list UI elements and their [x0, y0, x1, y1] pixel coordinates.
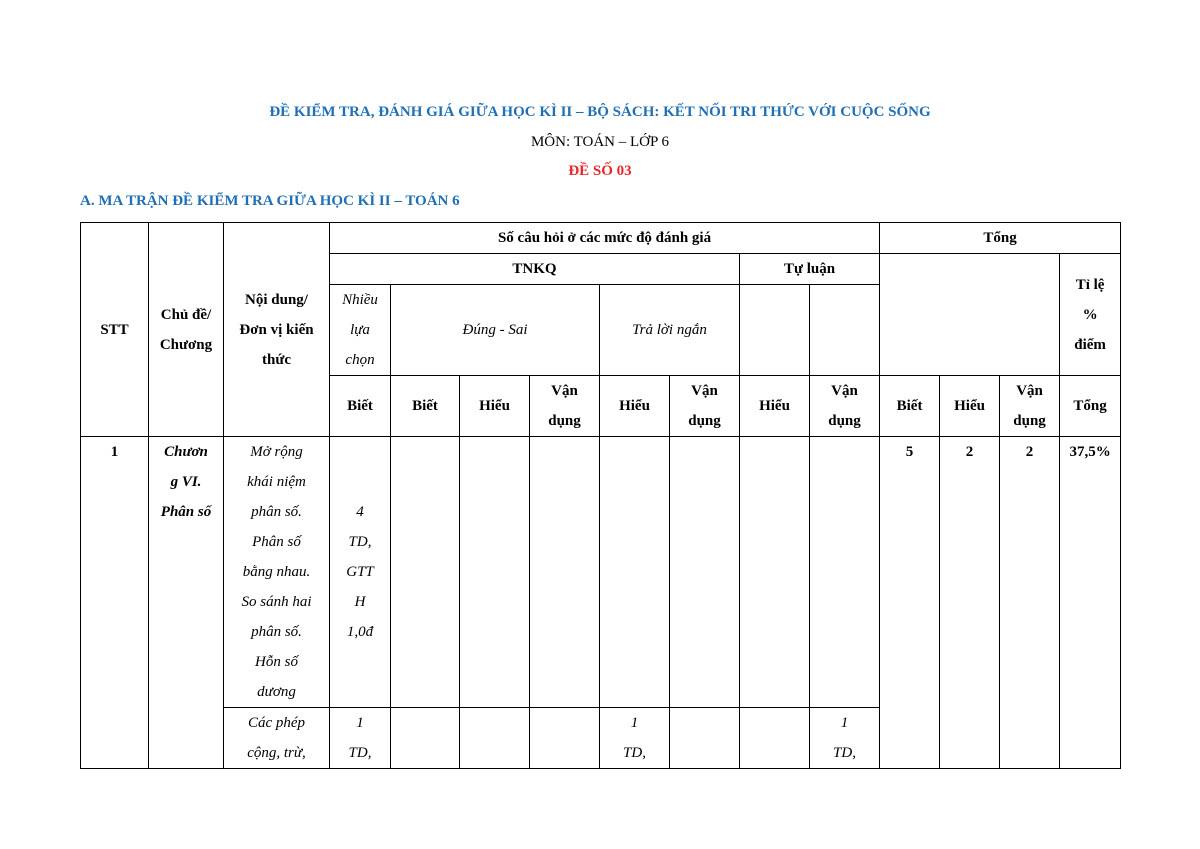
document-title: ĐỀ KIỂM TRA, ĐÁNH GIÁ GIỮA HỌC KÌ II – BỘ SÁCH: KẾT NỐI TRI THỨC VỚI CUỘC SỐNG: [269, 104, 931, 120]
level-header: Vận dụng: [670, 376, 740, 437]
row-chapter: Chươn g VI. Phân số: [149, 437, 224, 769]
row-stt: 1: [81, 437, 149, 769]
table-cell: [460, 437, 530, 708]
cell-multiple-choice-1: 4 TD, GTT H 1,0đ: [330, 437, 391, 708]
cell-short-answer-hieu: 1 TD,: [600, 708, 670, 769]
header-multiple-choice: Nhiều lựa chọn: [330, 285, 391, 376]
table-cell: [740, 708, 810, 769]
table-cell: [670, 708, 740, 769]
cell-multiple-choice-2: 1 TD,: [330, 708, 391, 769]
header-total-blank: [880, 254, 1060, 376]
header-essay: Tự luận: [740, 254, 880, 285]
level-header: Biết: [880, 376, 940, 437]
total-ratio: 37,5%: [1060, 437, 1121, 769]
table-cell: [740, 437, 810, 708]
exam-number: ĐỀ SỐ 03: [568, 163, 632, 179]
table-cell: [460, 708, 530, 769]
header-content: Nội dung/ Đơn vị kiến thức: [224, 223, 330, 437]
level-header: Biết: [391, 376, 460, 437]
level-header: Hiểu: [940, 376, 1000, 437]
header-questions-by-level: Số câu hỏi ở các mức độ đánh giá: [330, 223, 880, 254]
row-content-2: Các phép cộng, trừ,: [224, 708, 330, 769]
table-cell: [670, 437, 740, 708]
level-header: Vận dụng: [530, 376, 600, 437]
cell-essay-van-dung: 1 TD,: [810, 708, 880, 769]
header-short-answer: Trả lời ngắn: [600, 285, 740, 376]
level-header: Tổng: [1060, 376, 1121, 437]
header-true-false: Đúng - Sai: [391, 285, 600, 376]
table-cell: [530, 437, 600, 708]
header-chapter: Chủ đề/ Chương: [149, 223, 224, 437]
total-van-dung: 2: [1000, 437, 1060, 769]
level-header: Biết: [330, 376, 391, 437]
header-stt: STT: [81, 223, 149, 437]
section-heading: A. MA TRẬN ĐỀ KIỂM TRA GIỮA HỌC KÌ II – TOÁN 6: [80, 193, 460, 209]
header-essay-blank-1: [740, 285, 810, 376]
assessment-matrix-table: [80, 222, 1121, 769]
table-cell: [810, 437, 880, 708]
level-header: Hiểu: [460, 376, 530, 437]
total-biet: 5: [880, 437, 940, 769]
row-content-1: Mở rộng khái niệm phân số. Phân số bằng nhau. So sánh hai phân số. Hỗn số dương: [224, 437, 330, 708]
table-cell: [530, 708, 600, 769]
table-cell: [391, 708, 460, 769]
header-total: Tổng: [880, 223, 1121, 254]
level-header: Vận dụng: [810, 376, 880, 437]
table-cell: [391, 437, 460, 708]
table-cell: [600, 437, 670, 708]
level-header: Hiểu: [740, 376, 810, 437]
level-header: Vận dụng: [1000, 376, 1060, 437]
header-essay-blank-2: [810, 285, 880, 376]
header-ratio: Tỉ lệ % điểm: [1060, 254, 1121, 376]
level-header: Hiểu: [600, 376, 670, 437]
header-tnkq: TNKQ: [330, 254, 740, 285]
subject-line: MÔN: TOÁN – LỚP 6: [530, 134, 670, 150]
total-hieu: 2: [940, 437, 1000, 769]
